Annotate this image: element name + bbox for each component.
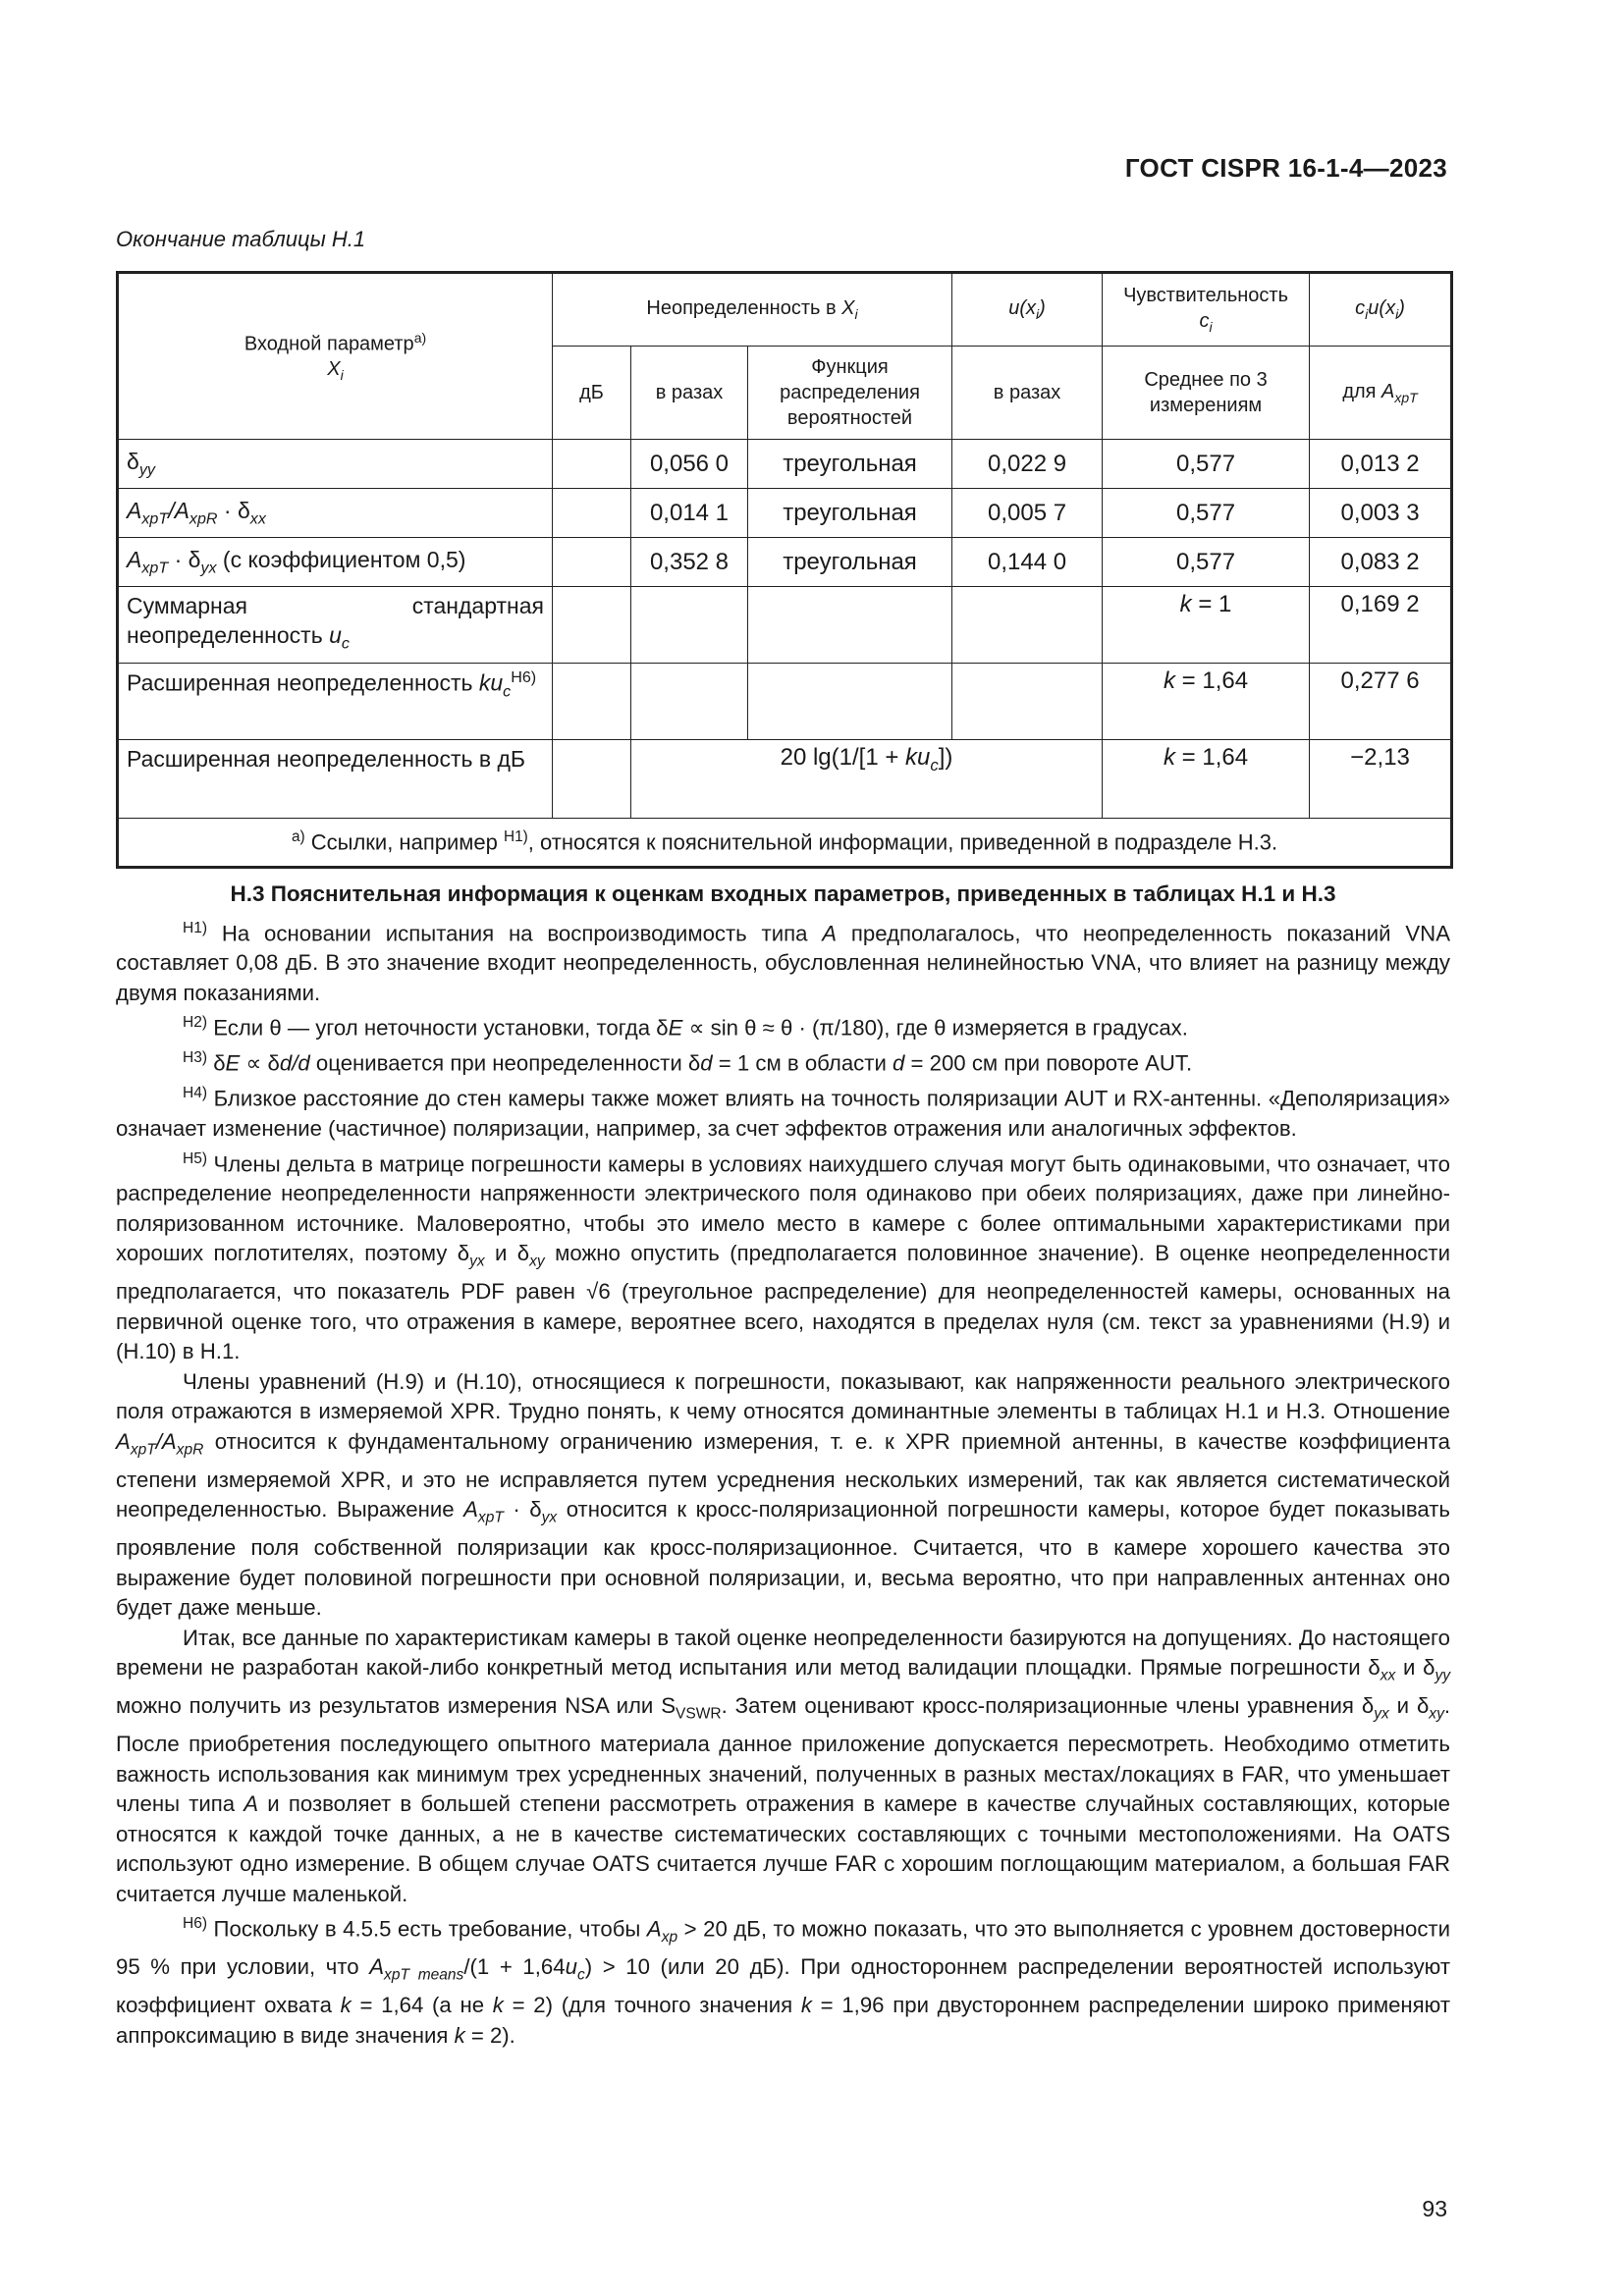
expanded-label: Расширенная неопределенность $ku_c^{Н6)}$ xyxy=(118,664,553,740)
table-caption: Окончание таблицы Н.1 xyxy=(116,227,366,251)
expanded-uncertainty-row xyxy=(118,664,1452,740)
paragraph-terms: Члены уравнений (Н.9) и (Н.10), относящиеся к погрешности, показывают, как напряженности реального электрического поля отражаются в измеряемой XPR. Трудно понять, к чему относятся доминантные элементы в таблицах Н.1 и Н.3. Отношение $A_{xpT}/A_{xpR}$ относится к фундаментальному ограничению измерения, т. е. к XPR приемной антенны, в качестве коэффициента степени измеряемой XPR, и это не исправляется путем усреднения нескольких измерений, так как является систематической неопределенностью. Выражение $A_{xpT} \cdot \delta_{yx}$ относится к кросс-поляризационной погрешности камеры, которое будет показывать проявление поля собственной поляризации как кросс-поляризационное. Считается, что в камере хорошего качества это выражение будет половиной погрешности при основной поляризации, и, весьма вероятно, что при направленных антеннах оно будет даже меньше. xyxy=(116,1368,1450,1621)
table-row xyxy=(118,538,1452,587)
db-cell xyxy=(553,489,631,538)
ratio-cell: 0,352 8 xyxy=(631,538,748,587)
db-cell xyxy=(553,538,631,587)
header-ratio: в разах xyxy=(631,347,748,440)
param-cell: $A_{xpT} \cdot \delta_{yx}$ (с коэффициентом 0,5) xyxy=(118,538,553,587)
u-cell: 0,005 7 xyxy=(952,489,1103,538)
distribution-cell: треугольная xyxy=(748,440,952,489)
distribution-cell: треугольная xyxy=(748,489,952,538)
cu-cell: 0,003 3 xyxy=(1310,489,1452,538)
header-u-xi: $u(x_i)$ xyxy=(952,273,1103,347)
header-db: дБ xyxy=(553,347,631,440)
paragraph-summary: Итак, все данные по характеристикам камеры в такой оценке неопределенности базируются на допущениях. До настоящего времени не разработан какой-либо конкретный метод испытания или метод валидации площадки. Прямые погрешности $\delta_{xx}$ и $\delta_{yy}$ можно получить из результатов измерения NSA или $S_{VSWR}$. Затем оценивают кросс-поляризационные члены уравнения $\delta_{yx}$ и $\delta_{xy}$. После приобретения последующего опытного материала данное приложение допускается пересмотреть. Необходимо отметить важность использования как минимум трех усредненных значений, полученных в разных местах/локациях в FAR, что уменьшает члены типа A и позволяет в большей степени рассмотреть отражения в камере в качестве случайных составляющих, которые относятся к каждой точке данных, а не в качестве систематических составляющих с точными местоположениями. На OATS используют одно измерение. В общем случае OATS считается лучше FAR с хорошим поглощающим материалом, а большая FAR считается лучше маленькой. xyxy=(116,1625,1451,1906)
table-footnote: $^{а)}$ Ссылки, например $^{Н1)}$, относятся к пояснительной информации, приведенной в подразделе Н.3. xyxy=(118,819,1452,868)
note-h5: $^{Н5)}$ Члены дельта в матрице погрешности камеры в условиях наихудшего случая могут быть одинаковыми, что означает, что распределение неопределенности напряженности электрического поля одинаково при обеих поляризациях, даже при линейно-поляризованном источнике. Маловероятно, чтобы это имело место в камере с более оптимальными характеристиками при хороших поглотителях, поэтому $\delta_{yx}$ и $\delta_{xy}$ можно опустить (предполагается половинное значение). В оценке неопределенности предполагается, что показатель PDF равен √6 (треугольное распределение) для неопределенностей камеры, основанных на первичной оценке того, что отражения в камере, вероятнее всего, находятся в пределах нуля (см. текст за уравнениями (Н.9) и (Н.10) в Н.1. xyxy=(116,1149,1450,1364)
header-for-axpt: для $A_{xpT}$ xyxy=(1310,347,1452,440)
c-cell: 0,577 xyxy=(1103,440,1310,489)
expanded-db-k: k = 1,64 xyxy=(1103,740,1310,819)
note-h2: $^{Н2)}$ Если θ — угол неточности установки, тогда δE ∝ sin θ ≈ θ · (π/180), где θ измеряется в градусах. xyxy=(183,1014,1188,1041)
expanded-db-formula: 20 $\lg(1/[1 + ku_c])$ xyxy=(631,740,1103,819)
expanded-db-row xyxy=(118,740,1452,819)
combined-label: Суммарная стандартная неопределенность $u_c$ xyxy=(118,587,553,664)
header-distribution: Функция распределения вероятностей xyxy=(748,347,952,440)
header-uncertainty: Неопределенность в $X_i$ xyxy=(553,273,952,347)
header-ratio-2: в разах xyxy=(952,347,1103,440)
uncertainty-table xyxy=(116,271,1453,869)
param-cell: $\delta_{yy}$ xyxy=(118,440,553,489)
header-average: Среднее по 3 измерениям xyxy=(1103,347,1310,440)
section-heading: Н.3 Пояснительная информация к оценкам входных параметров, приведенных в таблицах Н.1 и Н.3 xyxy=(230,881,1336,906)
note-h1: $^{Н1)}$ На основании испытания на воспроизводимость типа A предполагалось, что неопределенность показаний VNA составляет 0,08 дБ. В это значение входит неопределенность, обусловленная нелинейностью VNA, что влияет на разницу между двумя показаниями. xyxy=(116,919,1450,1005)
expanded-db-value: −2,13 xyxy=(1310,740,1452,819)
c-cell: 0,577 xyxy=(1103,489,1310,538)
ratio-cell: 0,056 0 xyxy=(631,440,748,489)
note-h3: $^{Н3)}$ δE ∝ δd/d оценивается при неопределенности δd = 1 см в области d = 200 см при повороте AUT. xyxy=(183,1049,1193,1076)
expanded-k: k = 1,64 xyxy=(1103,664,1310,740)
note-h6: $^{Н6)}$ Поскольку в 4.5.5 есть требование, чтобы $A_{xp} > 20$ дБ, то можно показать, что это выполняется с уровнем достоверности 95 % при условии, что $A_{xpT means}/(1 + 1,64u_c) > 10$ (или 20 дБ). При одностороннем распределении вероятностей используют коэффициент охвата k = 1,64 (а не k = 2) (для точного значения k = 1,96 при двустороннем распределении широко применяют аппроксимацию в виде значения k = 2). xyxy=(116,1915,1450,2048)
document-title: ГОСТ CISPR 16-1-4—2023 xyxy=(1124,153,1447,183)
note-h4: $^{Н4)}$ Близкое расстояние до стен камеры также может влиять на точность поляризации AUT и RX-антенны. «Деполяризация» означает изменение (частичное) поляризации, например, за счет эффектов отражения или аналогичных эффектов. xyxy=(116,1085,1450,1142)
header-ci-u-xi: $c_iu(x_i)$ xyxy=(1310,273,1452,347)
explanatory-notes xyxy=(116,880,1450,2051)
ratio-cell: 0,014 1 xyxy=(631,489,748,538)
cu-cell: 0,013 2 xyxy=(1310,440,1452,489)
u-cell: 0,022 9 xyxy=(952,440,1103,489)
distribution-cell: треугольная xyxy=(748,538,952,587)
table-row xyxy=(118,440,1452,489)
combined-value: 0,169 2 xyxy=(1310,587,1452,664)
table-row xyxy=(118,489,1452,538)
expanded-value: 0,277 6 xyxy=(1310,664,1452,740)
db-cell xyxy=(553,440,631,489)
u-cell: 0,144 0 xyxy=(952,538,1103,587)
expanded-db-label: Расширенная неопределенность в дБ xyxy=(118,740,553,819)
c-cell: 0,577 xyxy=(1103,538,1310,587)
cu-cell: 0,083 2 xyxy=(1310,538,1452,587)
page-number: 93 xyxy=(1422,2196,1447,2221)
header-input-param: Входной параметр$^{а)}$ $X_i$ xyxy=(118,273,553,440)
header-sensitivity: Чувствительность $c_i$ xyxy=(1103,273,1310,347)
combined-k: k = 1 xyxy=(1103,587,1310,664)
combined-uncertainty-row xyxy=(118,587,1452,664)
param-cell: $A_{xpT}/A_{xpR} \cdot \delta_{xx}$ xyxy=(118,489,553,538)
